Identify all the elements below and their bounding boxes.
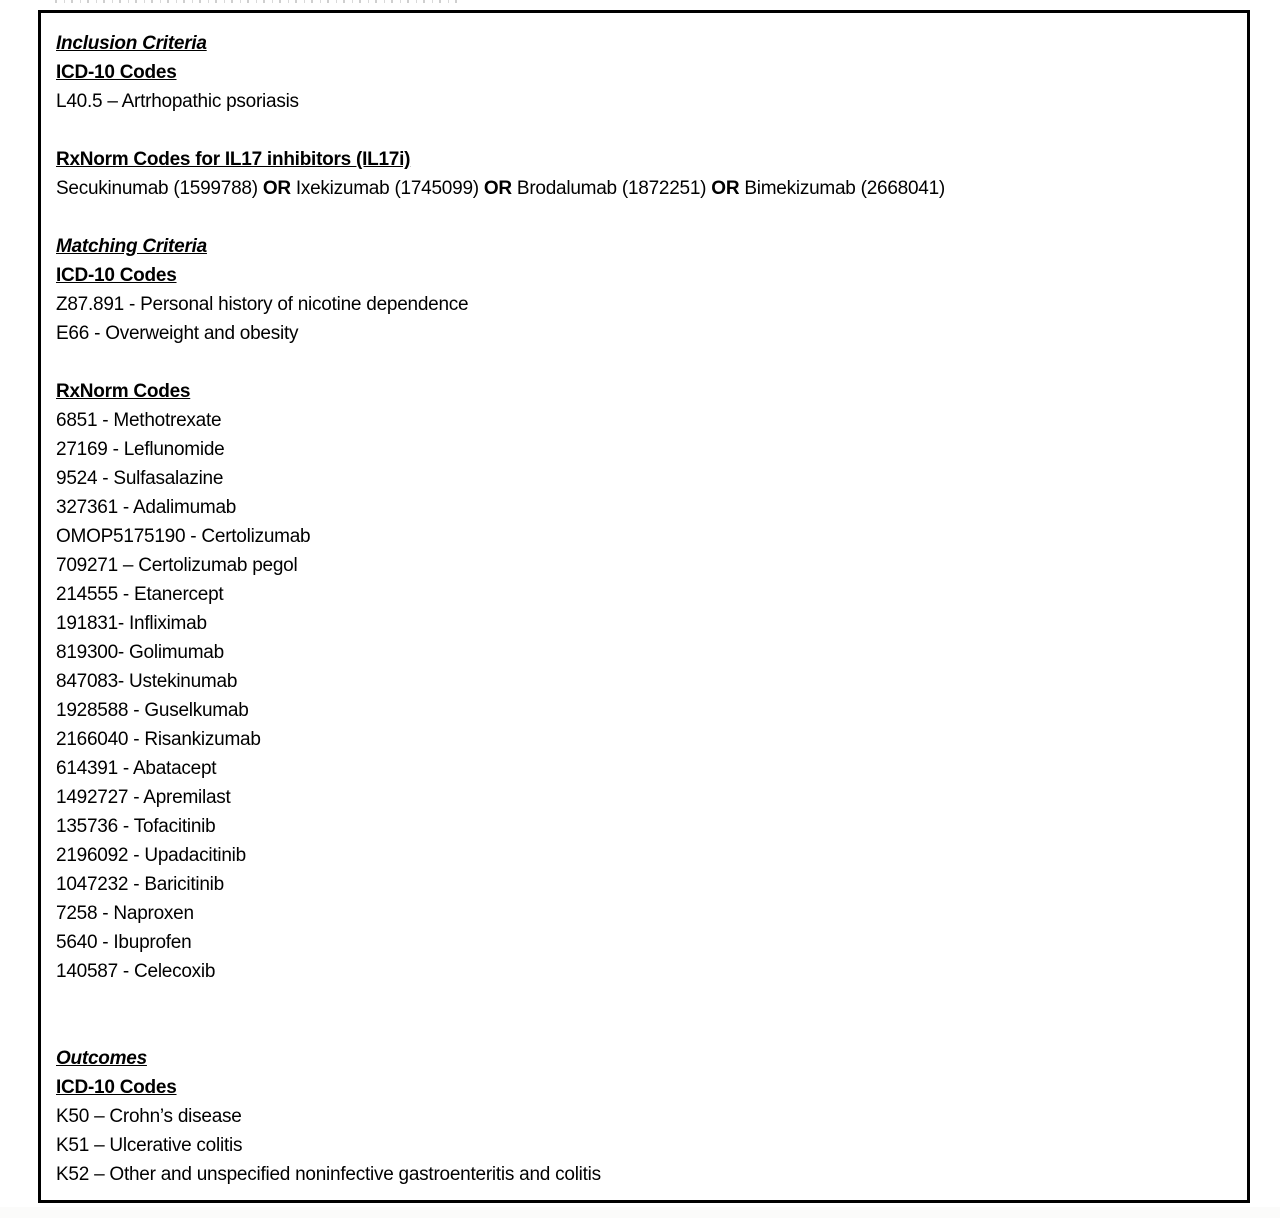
doc-line-body: 9524 - Sulfasalazine — [56, 468, 224, 489]
doc-text-bold: OR — [711, 178, 740, 199]
doc-line-body: 7258 - Naproxen — [56, 903, 194, 924]
doc-line-blank — [56, 348, 1239, 377]
doc-line-heading: ICD-10 Codes — [56, 1077, 177, 1098]
doc-line-body — [56, 174, 1239, 203]
doc-text: Bimekizumab (2668041) — [739, 178, 946, 199]
doc-line-body: 1047232 - Baricitinib — [56, 874, 224, 895]
doc-line-body: 214555 - Etanercept — [56, 584, 224, 605]
doc-line-heading-italic: Outcomes — [56, 1048, 147, 1069]
doc-text-bold: OR — [483, 178, 512, 199]
page-bottom-edge — [0, 1207, 1280, 1218]
doc-line-body: 1492727 - Apremilast — [56, 787, 231, 808]
doc-line-body: OMOP5175190 - Certolizumab — [56, 526, 311, 547]
criteria-box — [38, 10, 1250, 1203]
doc-line-body: 135736 - Tofacitinib — [56, 816, 216, 837]
doc-line-body: 847083- Ustekinumab — [56, 671, 238, 692]
doc-line-body: 709271 – Certolizumab pegol — [56, 555, 298, 576]
doc-line-body: Z87.891 - Personal history of nicotine dependence — [56, 294, 469, 315]
doc-line-blank — [56, 116, 1239, 145]
doc-line-body: 6851 - Methotrexate — [56, 410, 222, 431]
doc-line-body: 27169 - Leflunomide — [56, 439, 225, 460]
doc-line-body: K51 – Ulcerative colitis — [56, 1135, 243, 1156]
doc-line-body: E66 - Overweight and obesity — [56, 323, 299, 344]
doc-line-body: 614391 - Abatacept — [56, 758, 217, 779]
doc-text-bold: OR — [262, 178, 291, 199]
doc-line-body: K52 – Other and unspecified noninfective gastroenteritis and colitis — [56, 1164, 601, 1185]
doc-text: Ixekizumab (1745099) — [290, 178, 484, 199]
doc-line-heading: RxNorm Codes for IL17 inhibitors (IL17i) — [56, 149, 411, 170]
doc-line-body: K50 – Crohn’s disease — [56, 1106, 242, 1127]
doc-line-body: 5640 - Ibuprofen — [56, 932, 192, 953]
truncated-text-top — [55, 0, 463, 3]
doc-line-heading: ICD-10 Codes — [56, 62, 177, 83]
doc-line-body: 2196092 - Upadacitinib — [56, 845, 246, 866]
doc-line-body: 140587 - Celecoxib — [56, 961, 216, 982]
doc-line-blank — [56, 986, 1239, 1015]
doc-line-blank — [56, 203, 1239, 232]
doc-line-body: 819300- Golimumab — [56, 642, 224, 663]
doc-line-body: L40.5 – Artrhopathic psoriasis — [56, 91, 299, 112]
doc-line-body: 1928588 - Guselkumab — [56, 700, 249, 721]
criteria-box-content — [56, 29, 1239, 1189]
doc-line-heading-italic: Inclusion Criteria — [56, 33, 207, 54]
doc-line-blank — [56, 1015, 1239, 1044]
doc-line-heading-italic: Matching Criteria — [56, 236, 207, 257]
doc-line-heading: RxNorm Codes — [56, 381, 191, 402]
doc-line-body: 2166040 - Risankizumab — [56, 729, 261, 750]
doc-text: Brodalumab (1872251) — [511, 178, 712, 199]
doc-text: Secukinumab (1599788) — [56, 178, 263, 199]
doc-line-body: 327361 - Adalimumab — [56, 497, 237, 518]
doc-line-heading: ICD-10 Codes — [56, 265, 177, 286]
doc-line-body: 191831- Infliximab — [56, 613, 207, 634]
